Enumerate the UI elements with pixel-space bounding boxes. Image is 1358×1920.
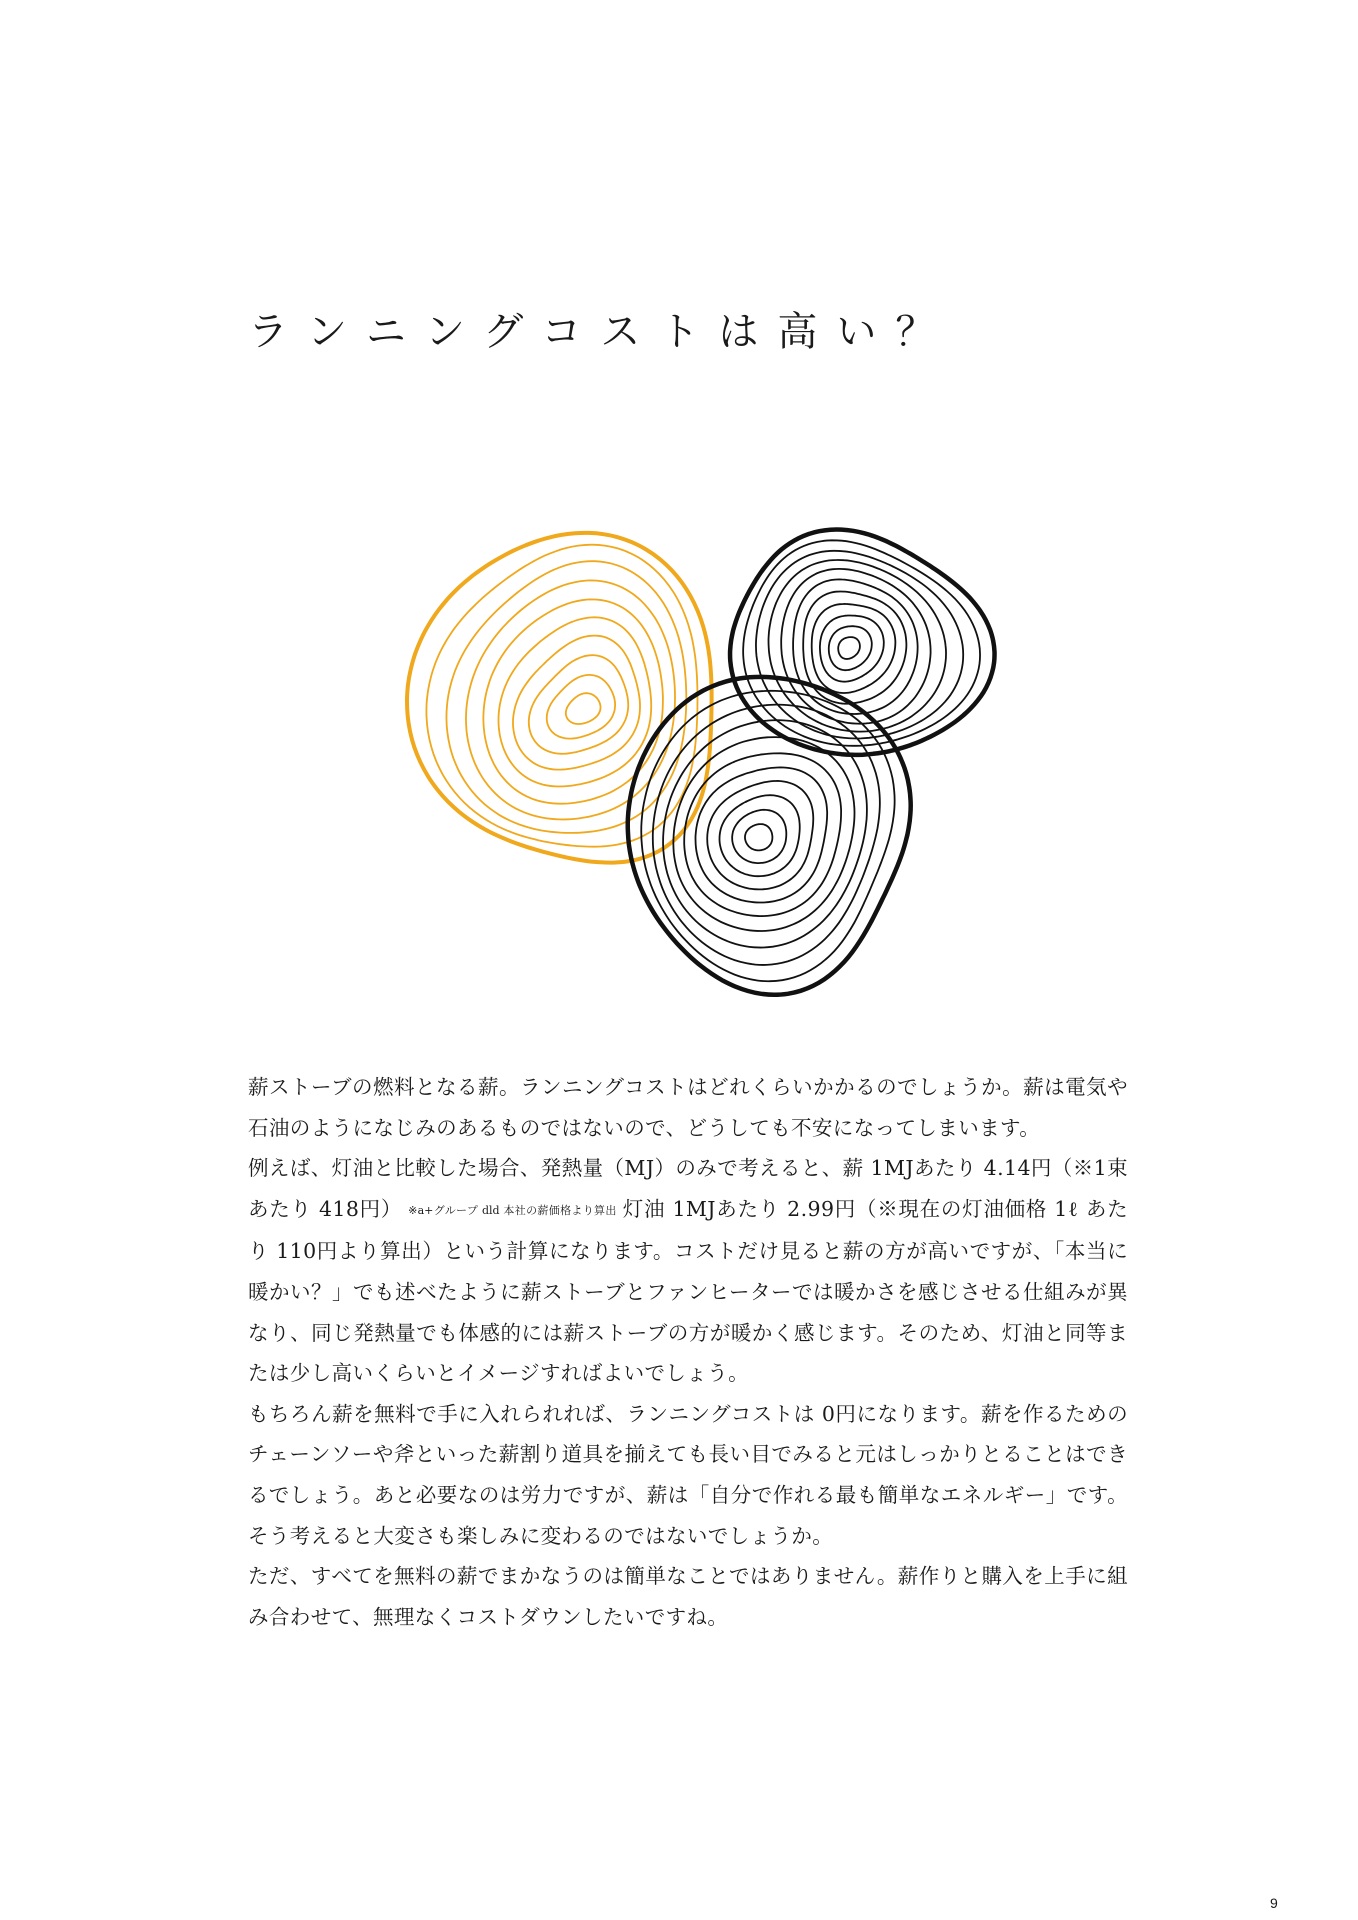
paragraph-comparison: [248, 1148, 1128, 1394]
black-log-rings-bottom-icon: [628, 677, 911, 995]
paragraph-free-wood: もちろん薪を無料で手に入れられれば、ランニングコストは 0円になります。薪を作るためのチェーンソーや斧といった薪割り道具を揃えても長い目でみると元はしっかりとることはできるでしょう。あと必要なのは労力ですが、薪は「自分で作れる最も簡単なエネルギー」です。そう考えると大変さも楽しみに変わるのではないでしょうか。: [248, 1401, 1128, 1548]
orange-rings-ring: [547, 675, 615, 739]
comparison-text-continued: 灯油 1MJあたり 2.99円（※現在の灯油価格 1ℓ あたり 110円より算出）という計算になります。コストだけ見ると薪の方が高いですが、「本当に暖かい？」でも述べたように薪ストーブとファンヒーターでは暖かさを感じさせる仕組みが異なり、同じ発熱量でも体感的には薪ストーブの方が暖かく感じます。そのため、灯油と同等または少し高いくらいとイメージすればよいでしょう。: [248, 1196, 1128, 1386]
orange-rings-ring: [466, 580, 675, 819]
paragraph-conclusion: ただ、すべてを無料の薪でまかなうのは簡単なことではありません。薪作りと購入を上手に組み合わせて、無理なくコストダウンしたいですね。: [248, 1564, 1128, 1629]
black-rings-bottom-ring: [696, 767, 828, 902]
wood-rings-illustration: [400, 520, 1020, 1000]
paragraph-intro: 薪ストーブの燃料となる薪。ランニングコストはどれくらいかかるのでしょうか。薪は電気や石油のようになじみのあるものではないので、どうしても不安になってしまいます。: [248, 1075, 1128, 1140]
orange-rings-ring: [513, 636, 640, 770]
orange-rings-ring: [566, 693, 601, 724]
orange-rings-ring: [529, 655, 628, 754]
comparison-text: 例えば、灯油と比較した場合、発熱量（MJ）のみで考えると、薪 1MJあたり 4.14円（※1束あたり 418円）: [248, 1156, 1128, 1221]
black-rings-bottom-ring: [653, 705, 880, 965]
black-rings-bottom-ring: [732, 810, 786, 863]
black-rings-top-ring: [838, 637, 860, 659]
page-number: 9: [1270, 1895, 1278, 1911]
body-text: [248, 1067, 1128, 1637]
page-title: ランニングコストは高い？: [248, 309, 955, 355]
footnote: ※a+グループ dld 本社の薪価格より算出: [408, 1203, 617, 1217]
black-rings-top-ring: [829, 626, 872, 670]
black-rings-bottom-ring: [745, 824, 772, 850]
